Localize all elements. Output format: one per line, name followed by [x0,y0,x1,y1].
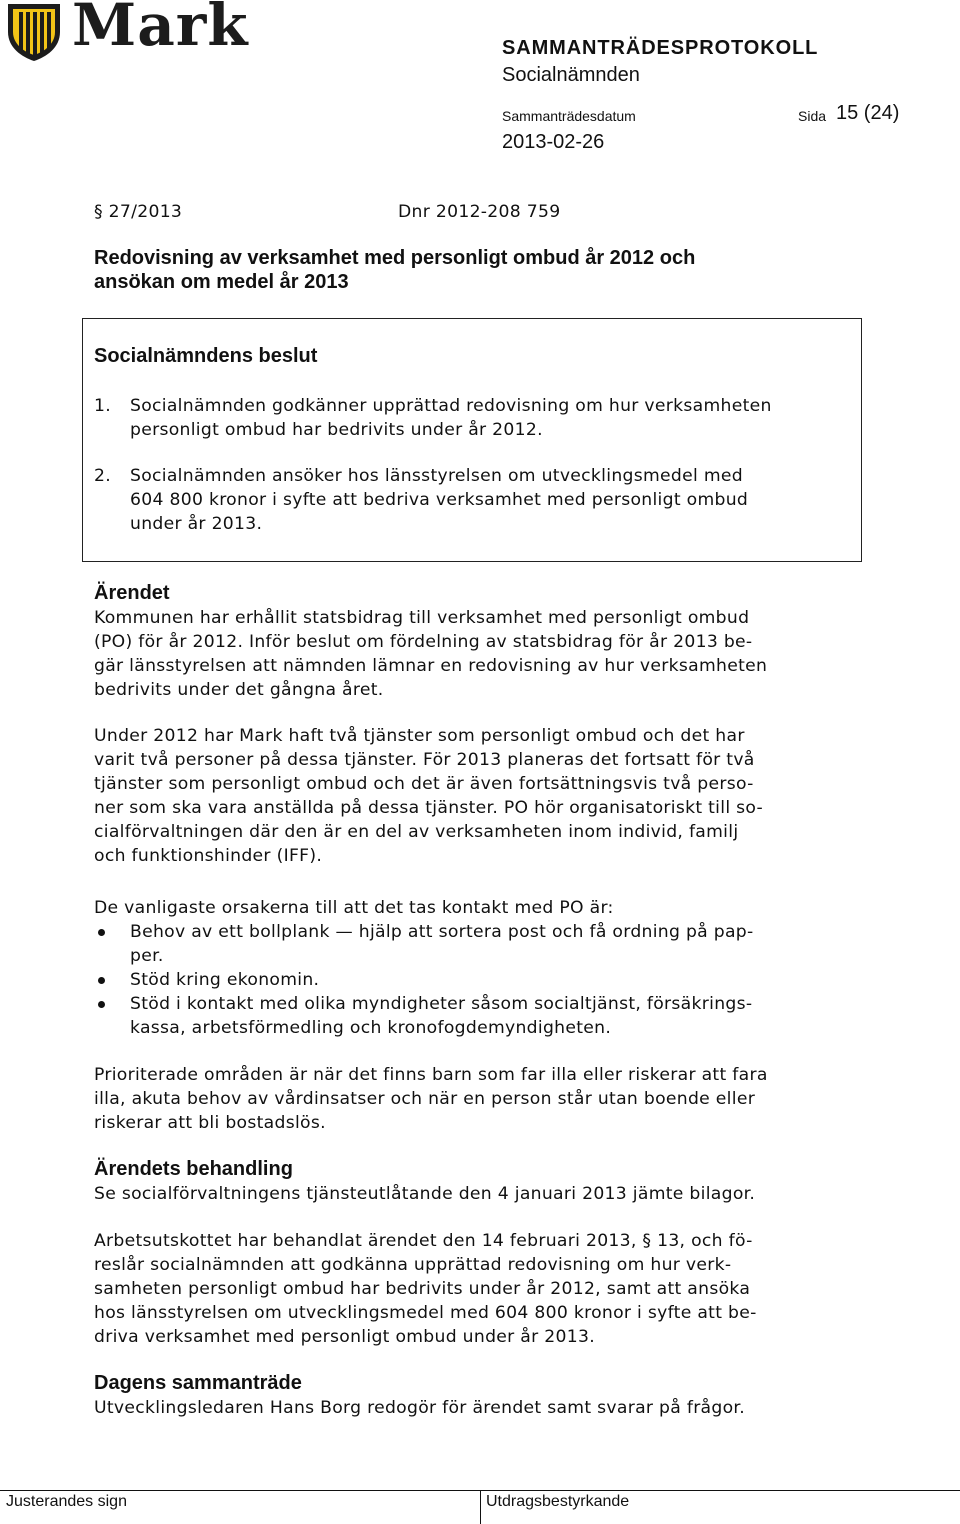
case-title-line: ansökan om medel år 2013 [94,271,349,293]
list-item [94,992,754,1040]
meeting-text: Utvecklingsledaren Hans Borg redogör för ärendet samt svarar på frågor. [94,1398,745,1418]
document-type-title: SAMMANTRÄDESPROTOKOLL [502,37,819,59]
decision-item-line: Socialnämnden ansöker hos länsstyrelsen om utvecklingsmedel med [130,466,743,486]
text-line: (PO) för år 2012. Inför beslut om fördelning av statsbidrag för år 2013 be- [94,632,753,652]
municipality-logo [4,0,249,62]
text-line: Prioriterade områden är när det finns barn som far illa eller riskerar att fara [94,1065,768,1085]
text-line: samheten personligt ombud har bedrivits under år 2012, samt att ansöka [94,1279,751,1299]
page-number: 15 (24) [836,102,900,124]
footer-column-divider [480,1490,481,1524]
text-line: varit två personer på dessa tjänster. För 2013 planeras det fortsatt för två [94,750,755,770]
staffing-paragraph [94,724,763,868]
bullet-icon [98,1001,105,1008]
list-item-line: Stöd i kontakt med olika myndigheter såsom socialtjänst, försäkrings- [130,994,753,1014]
list-item [94,968,754,992]
text-line: Kommunen har erhållit statsbidrag till verksamhet med personligt ombud [94,608,750,628]
decision-item-1 [94,394,854,442]
text-line: och funktionshinder (IFF). [94,846,323,866]
text-line: Arbetsutskottet har behandlat ärendet den 14 februari 2013, § 13, och fö- [94,1231,753,1251]
text-line: reslår socialnämnden att godkänna upprättad redovisning om hur verk- [94,1255,732,1275]
text-line: gär länsstyrelsen att nämnden lämnar en redovisning av hur verksamheten [94,656,768,676]
decision-item-number: 2. [94,466,111,486]
priority-paragraph [94,1063,768,1135]
decision-item-number: 1. [94,396,111,416]
text-line: Under 2012 har Mark haft två tjänster som personligt ombud och det har [94,726,745,746]
decision-item-line: 604 800 kronor i syfte att bedriva verksamhet med personligt ombud [130,490,749,510]
decision-item-line: under år 2013. [130,514,263,534]
meeting-heading: Dagens sammanträde [94,1372,302,1394]
text-line: cialförvaltningen där den är en del av verksamheten inom individ, familj [94,822,739,842]
text-line: hos länsstyrelsen om utvecklingsmedel med 604 800 kronor i syfte att be- [94,1303,757,1323]
list-item-line: Behov av ett bollplank — hjälp att sortera post och få ordning på pap- [130,922,754,942]
reasons-list [94,920,754,1040]
list-item-line: kassa, arbetsförmedling och kronofogdemyndigheten. [130,1018,612,1038]
meeting-date-label: Sammanträdesdatum [502,108,636,124]
meeting-date: 2013-02-26 [502,131,605,153]
text-line: tjänster som personligt ombud och det är även fortsättningsvis två perso- [94,774,754,794]
bullet-icon [98,977,105,984]
coat-of-arms-icon [4,2,64,62]
diary-number: Dnr 2012-208 759 [398,202,561,222]
case-handling-heading: Ärendets behandling [94,1158,293,1180]
text-line: illa, akuta behov av vårdinsatser och när en person står utan boende eller [94,1089,756,1109]
text-line: riskerar att bli bostadslös. [94,1113,326,1133]
list-item [94,920,754,968]
page-label: Sida [798,108,827,124]
certification-label: Utdragsbestyrkande [486,1493,630,1510]
signature-label: Justerandes sign [6,1493,127,1510]
case-background-text [94,606,767,702]
bullet-icon [98,929,105,936]
reasons-intro: De vanligaste orsakerna till att det tas kontakt med PO är: [94,898,614,918]
organization-name: Socialnämnden [502,64,640,86]
text-line: ner som ska vara anställda på dessa tjänster. PO hör organisatoriskt till so- [94,798,764,818]
case-background-heading: Ärendet [94,582,170,604]
text-line: bedrivits under det gångna året. [94,680,384,700]
list-item-line: Stöd kring ekonomin. [130,970,320,990]
decision-item-line: personligt ombud har bedrivits under år 2012. [130,420,543,440]
list-item-line: per. [130,946,164,966]
case-title-line: Redovisning av verksamhet med personligt ombud år 2012 och [94,247,696,269]
case-handling-text: Se socialförvaltningens tjänsteutlåtande den 4 januari 2013 jämte bilagor. [94,1184,756,1204]
decision-item-line: Socialnämnden godkänner upprättad redovisning om hur verksamheten [130,396,772,416]
text-line: driva verksamhet med personligt ombud under år 2013. [94,1327,595,1347]
decision-item-2 [94,464,854,536]
paragraph-number: § 27/2013 [94,202,183,222]
case-title [94,246,695,294]
committee-paragraph [94,1229,757,1349]
paragraph-reference [94,200,561,224]
decision-heading: Socialnämndens beslut [94,345,318,367]
logo-wordmark: Mark [72,0,249,59]
